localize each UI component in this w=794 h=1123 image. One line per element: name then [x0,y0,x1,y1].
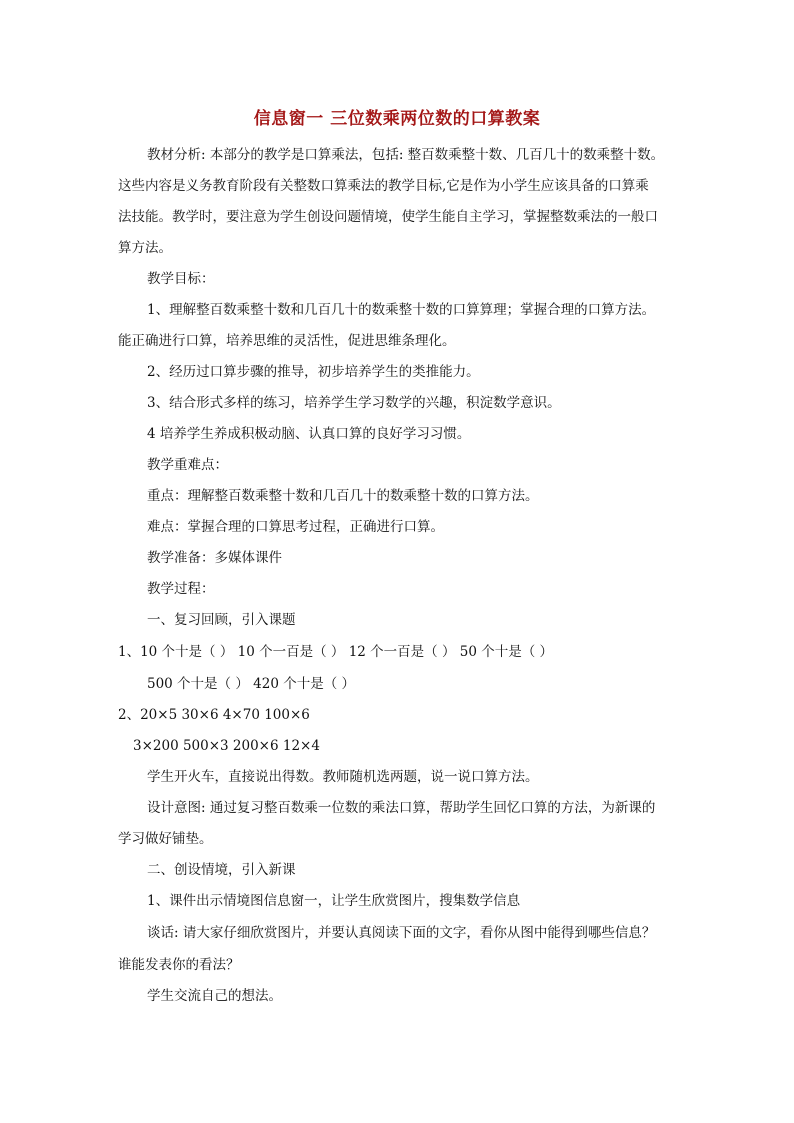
paragraph-line: 谁能发表你的看法？ [118,957,240,973]
section-heading: 教学重难点： [147,457,228,473]
exercise-line: 500 个十是（ ） 420 个十是（ ） [147,676,355,692]
section-heading: 教学过程： [147,581,215,597]
paragraph-line: 法技能。教学时，要注意为学生创设问题情境，使学生能自主学习，掌握整数乘法的一般口 [118,209,658,225]
paragraph-line: 设计意图: 通过复习整百数乘一位数的乘法口算，帮助学生回忆口算的方法，为新课的 [147,800,656,816]
paragraph-line: 1、课件出示情境图信息窗一，让学生欣赏图片，搜集数学信息 [147,893,521,909]
exercise-line: 1、10 个十是（ ） 10 个一百是（ ） 12 个一百是（ ） 50 个十是（ ） [118,644,554,660]
section-heading: 一、复习回顾，引入课题 [147,612,296,628]
paragraph-line: 重点：理解整百数乘整十数和几百几十的数乘整十数的口算方法。 [147,488,539,504]
exercise-line: 3×200 500×3 200×6 12×4 [133,738,320,754]
paragraph-line: 难点：掌握合理的口算思考过程，正确进行口算。 [147,519,444,535]
paragraph-line: 3、结合形式多样的练习，培养学生学习数学的兴趣，积淀数学意识。 [147,395,561,411]
paragraph-line: 谈话: 请大家仔细欣赏图片，并要认真阅读下面的文字，看你从图中能得到哪些信息？ [147,925,656,941]
paragraph-line: 教材分析: 本部分的教学是口算乘法，包括: 整百数乘整十数、几百几十的数乘整十数。 [147,147,665,163]
paragraph-line: 学生开火车，直接说出得数。教师随机选两题，说一说口算方法。 [147,769,539,785]
paragraph-line: 4 培养学生养成积极动脑、认真口算的良好学习习惯。 [147,426,471,442]
paragraph-line: 算方法。 [118,240,172,256]
paragraph-line: 这些内容是义务教育阶段有关整数口算乘法的教学目标,它是作为小学生应该具备的口算乘 [118,178,649,194]
section-heading: 教学目标： [147,271,215,287]
exercise-line: 2、20×5 30×6 4×70 100×6 [118,707,310,723]
paragraph-line: 学生交流自己的想法。 [147,988,282,1004]
paragraph-line: 1、理解整百数乘整十数和几百几十的数乘整十数的口算算理；掌握合理的口算方法。 [147,302,656,318]
document-title: 信息窗一 三位数乘两位数的口算教案 [253,109,541,129]
paragraph-line: 2、经历过口算步骤的推导，初步培养学生的类推能力。 [147,364,480,380]
paragraph-line: 教学准备：多媒体课件 [147,550,282,566]
section-heading: 二、创设情境，引入新课 [147,862,296,878]
paragraph-line: 学习做好铺垫。 [118,831,213,847]
paragraph-line: 能正确进行口算，培养思维的灵活性，促进思维条理化。 [118,333,456,349]
